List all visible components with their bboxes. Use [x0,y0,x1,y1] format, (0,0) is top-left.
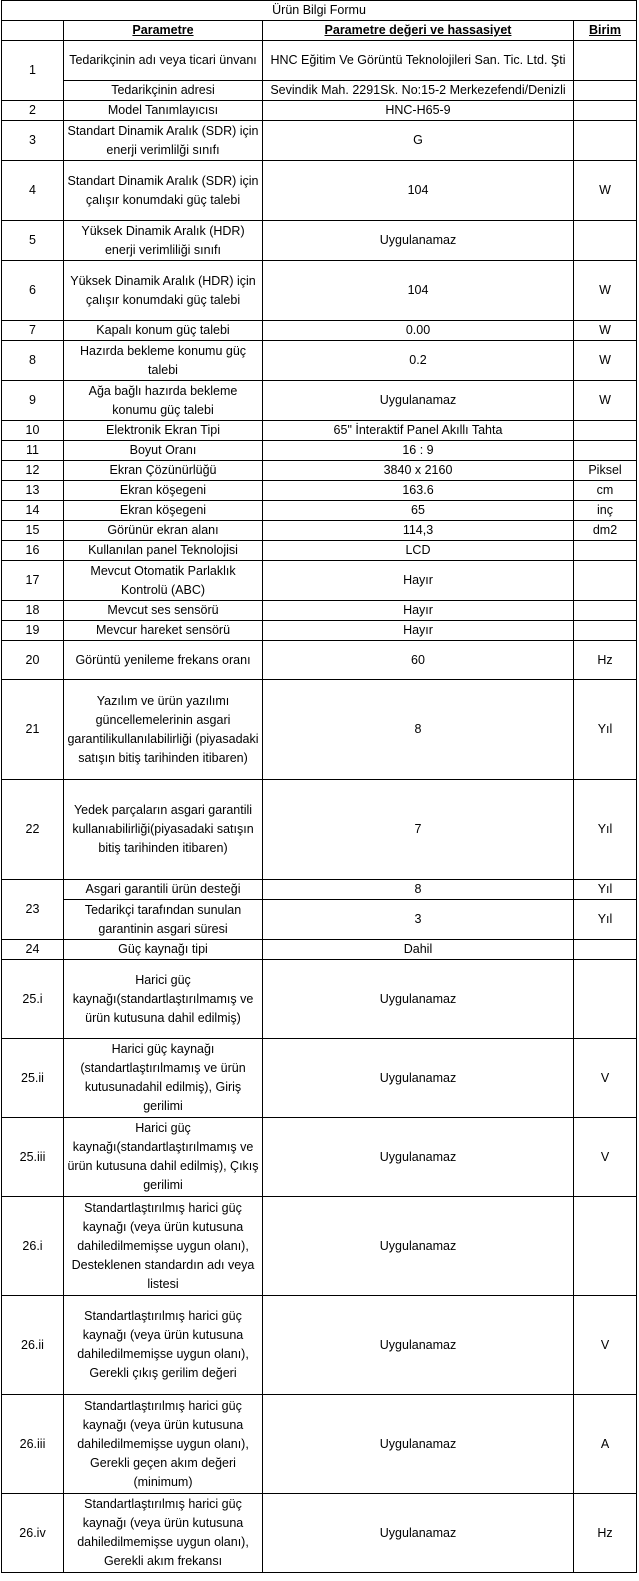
unit-cell: W [574,321,637,341]
parameter-cell: Ağa bağlı hazırda bekleme konumu güç talebi [64,381,263,421]
unit-cell [574,221,637,261]
row-number: 26.ii [2,1296,64,1395]
unit-cell: Yıl [574,780,637,880]
value-cell: 8 [263,680,574,780]
parameter-cell: Tedarikçinin adresi [64,81,263,101]
parameter-cell: Yedek parçaların asgari garantili kullanıabilirliği(piyasadaki satışın bitiş tarihinden itibaren) [64,780,263,880]
table-row [2,1118,637,1197]
table-row [2,381,637,421]
value-cell: 3 [263,900,574,940]
row-number: 15 [2,521,64,541]
parameter-cell: Ekran köşegeni [64,481,263,501]
unit-cell: A [574,1395,637,1494]
value-cell: 114,3 [263,521,574,541]
unit-cell: W [574,261,637,321]
table-row [2,461,637,481]
unit-cell: W [574,341,637,381]
value-cell: HNC-H65-9 [263,101,574,121]
parameter-cell: Kullanılan panel Teknolojisi [64,541,263,561]
row-number: 7 [2,321,64,341]
table-row [2,81,637,101]
row-number: 6 [2,261,64,321]
unit-cell: Piksel [574,461,637,481]
unit-cell: Hz [574,1494,637,1573]
table-row [2,341,637,381]
unit-cell [574,41,637,81]
parameter-cell: Boyut Oranı [64,441,263,461]
parameter-cell: Görünür ekran alanı [64,521,263,541]
row-number: 4 [2,161,64,221]
parameter-cell: Ekran köşegeni [64,501,263,521]
form-title: Ürün Bilgi Formu [2,1,637,21]
value-cell: LCD [263,541,574,561]
table-row [2,481,637,501]
unit-cell [574,561,637,601]
row-number: 26.iv [2,1494,64,1573]
unit-cell [574,621,637,641]
parameter-cell: Standartlaştırılmış harici güç kaynağı (veya ürün kutusuna dahiledilmemişse uygun olanı), Gerekli çıkış gerilim değeri [64,1296,263,1395]
unit-cell: V [574,1296,637,1395]
unit-cell: W [574,381,637,421]
row-number: 25.i [2,960,64,1039]
row-number: 10 [2,421,64,441]
row-number: 22 [2,780,64,880]
table-row [2,521,637,541]
parameter-cell: Harici güç kaynağı(standartlaştırılmamış ve ürün kutusuna dahil edilmiş) [64,960,263,1039]
table-row [2,880,637,900]
table-row [2,680,637,780]
parameter-cell: Standartlaştırılmış harici güç kaynağı (veya ürün kutusuna dahiledilmemişse uygun olanı), Gerekli akım frekansı [64,1494,263,1573]
parameter-cell: Tedarikçi tarafından sunulan garantinin asgari süresi [64,900,263,940]
table-row [2,221,637,261]
table-row [2,1197,637,1296]
value-cell: Uygulanamaz [263,1197,574,1296]
row-number: 20 [2,641,64,680]
product-info-table [1,0,637,1573]
unit-cell [574,960,637,1039]
parameter-cell: Model Tanımlayıcısı [64,101,263,121]
header-row [2,21,637,41]
row-number: 9 [2,381,64,421]
unit-cell: Yıl [574,680,637,780]
value-cell: 65 [263,501,574,521]
value-cell: 60 [263,641,574,680]
row-number: 23 [2,880,64,940]
parameter-cell: Görüntü yenileme frekans oranı [64,641,263,680]
table-row [2,501,637,521]
row-number: 24 [2,940,64,960]
value-cell: 7 [263,780,574,880]
value-cell: 8 [263,880,574,900]
row-number: 21 [2,680,64,780]
unit-cell [574,121,637,161]
row-number: 11 [2,441,64,461]
table-row [2,261,637,321]
row-number: 2 [2,101,64,121]
table-row [2,621,637,641]
row-number: 5 [2,221,64,261]
parameter-cell: Hazırda bekleme konumu güç talebi [64,341,263,381]
parameter-cell: Standartlaştırılmış harici güç kaynağı (veya ürün kutusuna dahiledilmemişse uygun olanı), Gerekli geçen akım değeri (minimum) [64,1395,263,1494]
parameter-cell: Mevcur hareket sensörü [64,621,263,641]
table-row [2,1395,637,1494]
value-cell: Uygulanamaz [263,1494,574,1573]
table-row [2,321,637,341]
parameter-cell: Harici güç kaynağı(standartlaştırılmamış ve ürün kutusuna dahil edilmiş), Çıkış gerilimi [64,1118,263,1197]
unit-cell: Yıl [574,900,637,940]
value-cell: Uygulanamaz [263,1395,574,1494]
table-row [2,561,637,601]
parameter-cell: Asgari garantili ürün desteği [64,880,263,900]
unit-cell [574,81,637,101]
unit-cell: inç [574,501,637,521]
parameter-cell: Yüksek Dinamik Aralık (HDR) için çalışır konumdaki güç talebi [64,261,263,321]
table-row [2,960,637,1039]
unit-cell [574,940,637,960]
value-cell: Dahil [263,940,574,960]
value-cell: Hayır [263,601,574,621]
parameter-cell: Mevcut Otomatik Parlaklık Kontrolü (ABC) [64,561,263,601]
row-number: 13 [2,481,64,501]
row-number: 25.ii [2,1039,64,1118]
table-row [2,1039,637,1118]
value-cell: Hayır [263,561,574,601]
table-row [2,41,637,81]
header-parameter: Parametre [64,21,263,41]
unit-cell [574,541,637,561]
parameter-cell: Yazılım ve ürün yazılımı güncellemelerinin asgari garantilikullanılabilirliği (piyasadaki satışın bitiş tarihinden itibaren) [64,680,263,780]
table-row [2,940,637,960]
value-cell: Sevindik Mah. 2291Sk. No:15-2 Merkezefendi/Denizli [263,81,574,101]
value-cell: 0.2 [263,341,574,381]
row-number: 1 [2,41,64,101]
value-cell: G [263,121,574,161]
row-number: 16 [2,541,64,561]
row-number: 12 [2,461,64,481]
row-number: 14 [2,501,64,521]
table-row [2,601,637,621]
row-number: 8 [2,341,64,381]
value-cell: 0.00 [263,321,574,341]
table-row [2,161,637,221]
row-number: 25.iii [2,1118,64,1197]
row-number: 19 [2,621,64,641]
value-cell: Uygulanamaz [263,1296,574,1395]
table-row [2,1494,637,1573]
value-cell: 16 : 9 [263,441,574,461]
value-cell: 65" İnteraktif Panel Akıllı Tahta [263,421,574,441]
table-row [2,1296,637,1395]
table-row [2,101,637,121]
parameter-cell: Tedarikçinin adı veya ticari ünvanı [64,41,263,81]
value-cell: 104 [263,261,574,321]
parameter-cell: Elektronik Ekran Tipi [64,421,263,441]
parameter-cell: Harici güç kaynağı (standartlaştırılmamış ve ürün kutusunadahil edilmiş), Giriş gerilimi [64,1039,263,1118]
title-row [2,1,637,21]
row-number: 26.i [2,1197,64,1296]
row-number: 17 [2,561,64,601]
row-number: 18 [2,601,64,621]
unit-cell [574,421,637,441]
unit-cell: Yıl [574,880,637,900]
value-cell: Uygulanamaz [263,221,574,261]
value-cell: Uygulanamaz [263,1118,574,1197]
unit-cell: Hz [574,641,637,680]
value-cell: Hayır [263,621,574,641]
parameter-cell: Yüksek Dinamik Aralık (HDR) enerji verimliliği sınıfı [64,221,263,261]
value-cell: 163.6 [263,481,574,501]
parameter-cell: Standart Dinamik Aralık (SDR) için enerji verimlilği sınıfı [64,121,263,161]
unit-cell [574,101,637,121]
unit-cell: V [574,1039,637,1118]
header-unit: Birim [574,21,637,41]
table-row [2,900,637,940]
parameter-cell: Standartlaştırılmış harici güç kaynağı (veya ürün kutusuna dahiledilmemişse uygun olanı), Desteklenen standardın adı veya listesi [64,1197,263,1296]
value-cell: 104 [263,161,574,221]
parameter-cell: Güç kaynağı tipi [64,940,263,960]
parameter-cell: Standart Dinamik Aralık (SDR) için çalışır konumdaki güç talebi [64,161,263,221]
parameter-cell: Ekran Çözünürlüğü [64,461,263,481]
parameter-cell: Mevcut ses sensörü [64,601,263,621]
header-value: Parametre değeri ve hassasiyet [263,21,574,41]
value-cell: Uygulanamaz [263,1039,574,1118]
table-row [2,121,637,161]
parameter-cell: Kapalı konum güç talebi [64,321,263,341]
table-row [2,541,637,561]
table-row [2,441,637,461]
unit-cell [574,441,637,461]
unit-cell [574,1197,637,1296]
unit-cell [574,601,637,621]
table-row [2,641,637,680]
value-cell: HNC Eğitim Ve Görüntü Teknolojileri San. Tic. Ltd. Şti [263,41,574,81]
table-row [2,421,637,441]
value-cell: 3840 x 2160 [263,461,574,481]
row-number: 3 [2,121,64,161]
table-row [2,780,637,880]
unit-cell: dm2 [574,521,637,541]
value-cell: Uygulanamaz [263,960,574,1039]
value-cell: Uygulanamaz [263,381,574,421]
row-number: 26.iii [2,1395,64,1494]
unit-cell: V [574,1118,637,1197]
header-no [2,21,64,41]
unit-cell: W [574,161,637,221]
unit-cell: cm [574,481,637,501]
